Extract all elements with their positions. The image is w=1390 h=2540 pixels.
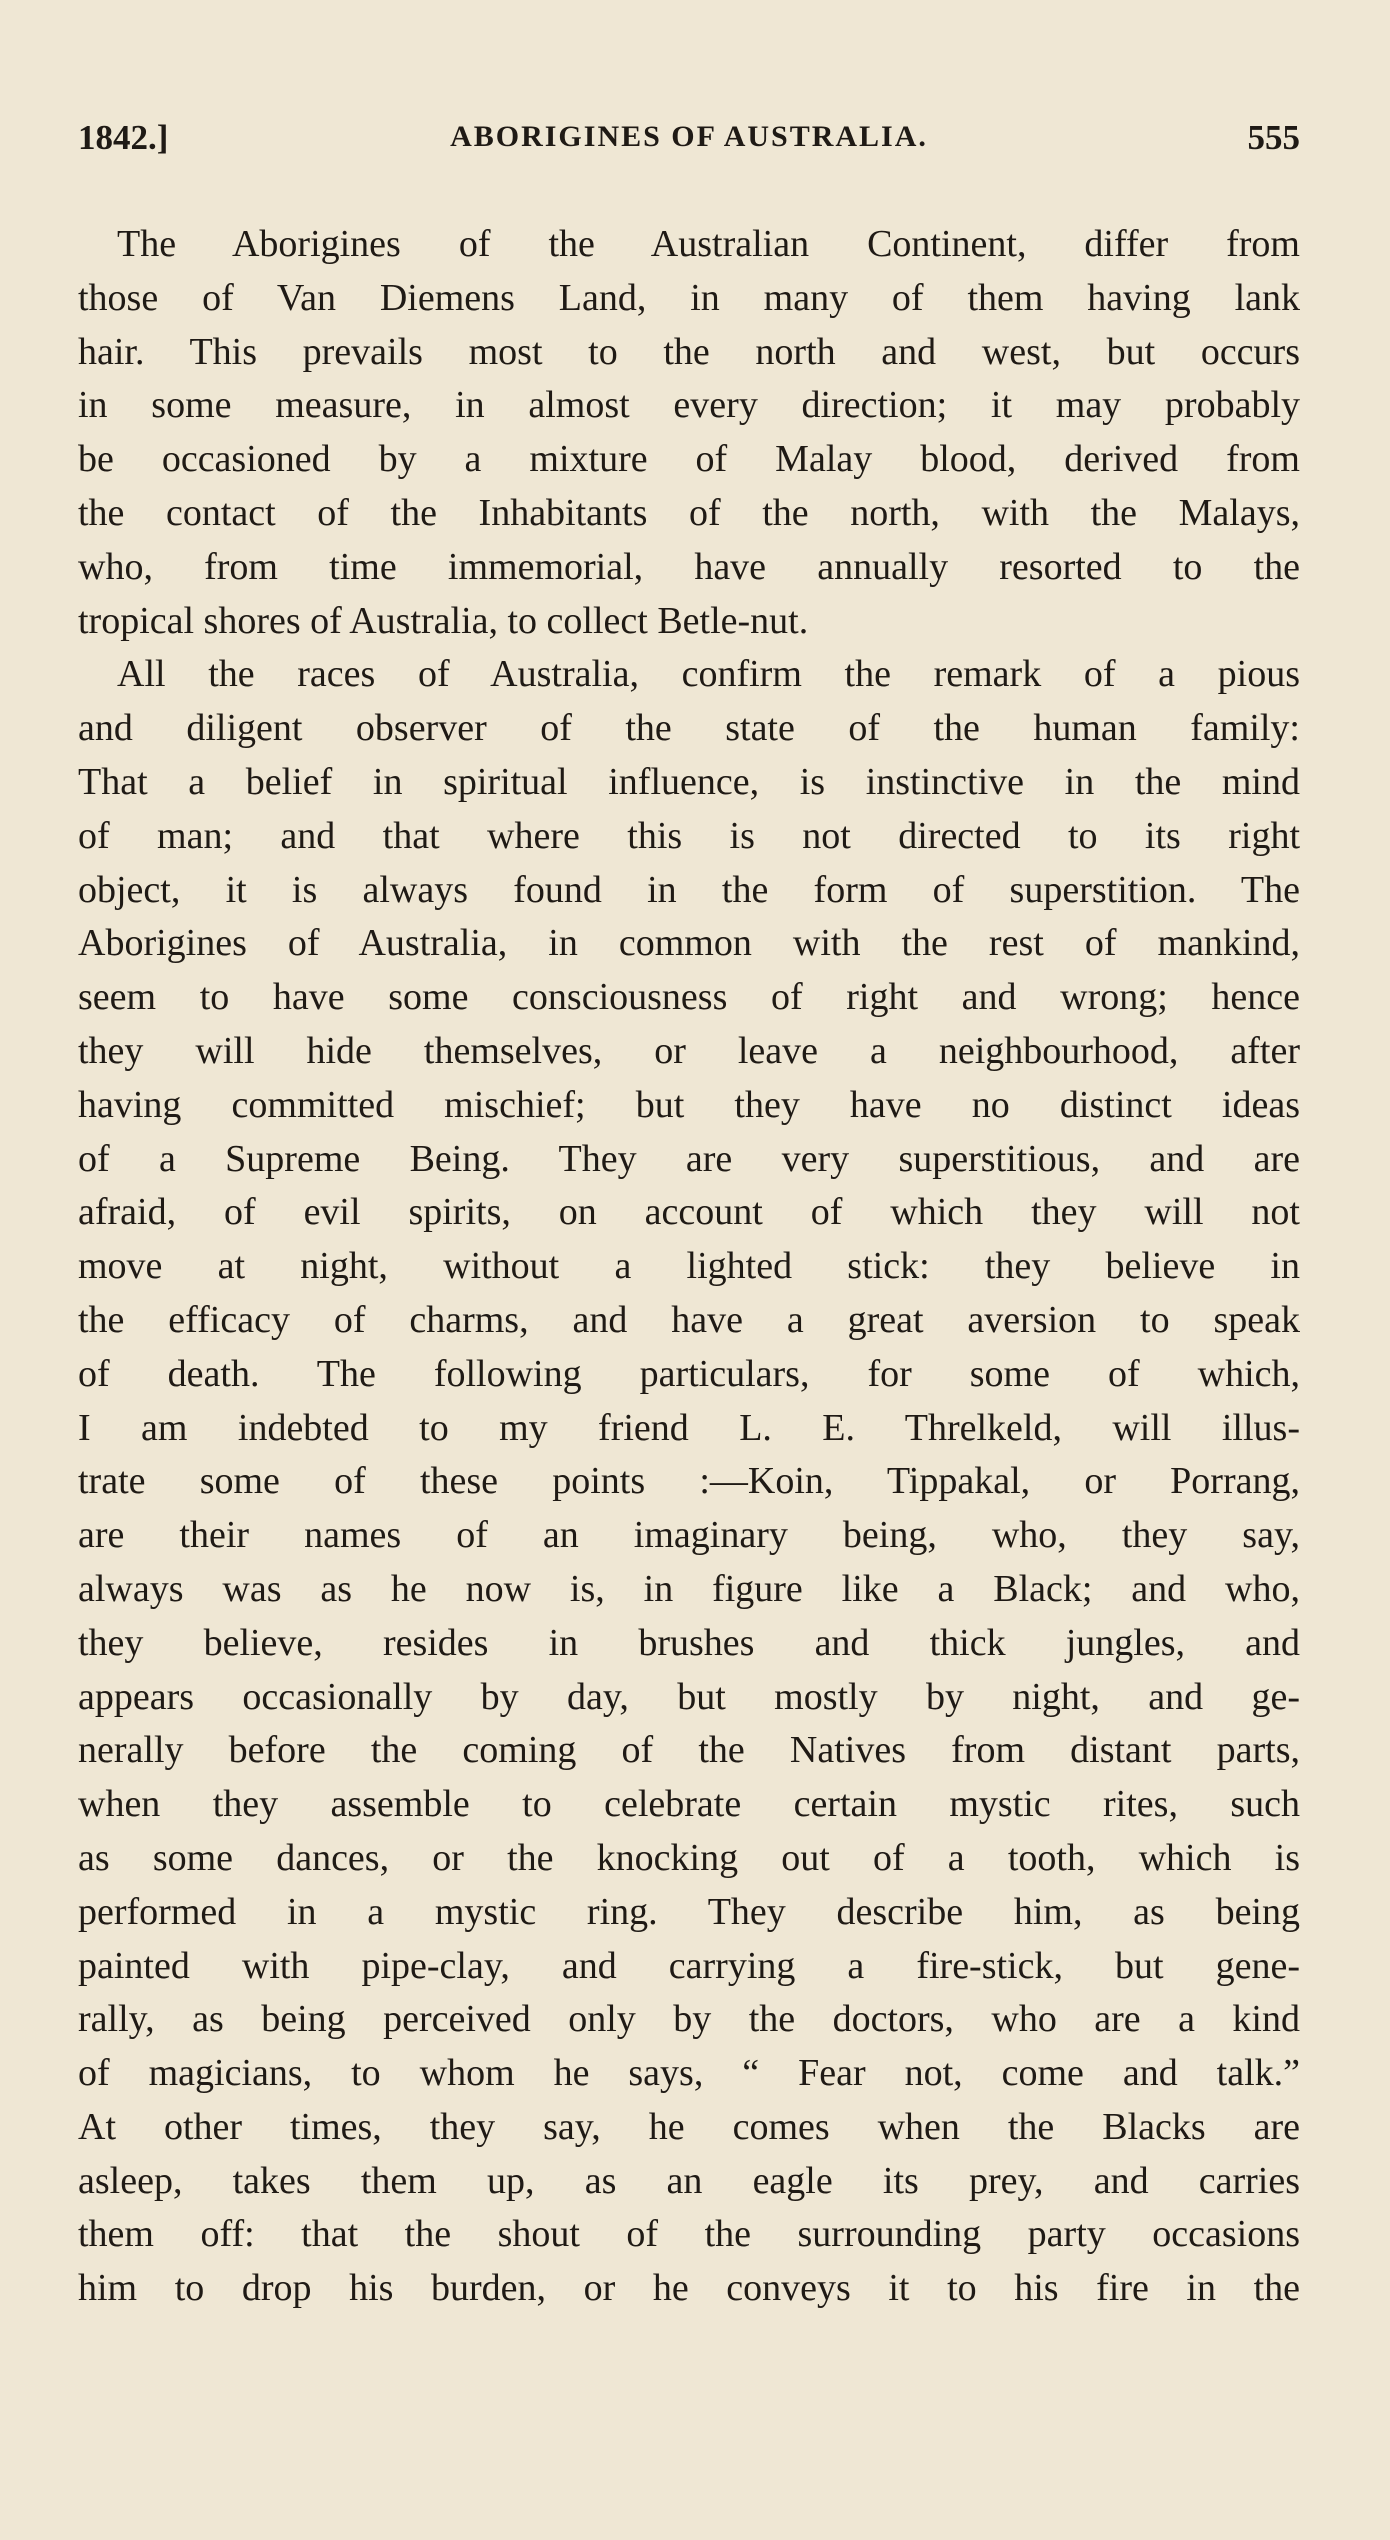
running-head bbox=[78, 118, 1300, 178]
text-line: are their names of an imaginary being, who, they say, bbox=[78, 1514, 1300, 1557]
text-line: That a belief in spiritual influence, is instinctive in the mind bbox=[78, 760, 1300, 803]
text-line: All the races of Australia, confirm the remark of a pious bbox=[117, 653, 1300, 696]
header-title: ABORIGINES OF AUSTRALIA. bbox=[450, 120, 928, 153]
text-line: in some measure, in almost every direction; it may probably bbox=[78, 384, 1300, 427]
text-line: performed in a mystic ring. They describe him, as being bbox=[78, 1890, 1300, 1933]
text-line: seem to have some consciousness of right and wrong; hence bbox=[78, 976, 1300, 1019]
text-line: having committed mischief; but they have no distinct ideas bbox=[78, 1083, 1300, 1126]
text-line: be occasioned by a mixture of Malay blood, derived from bbox=[78, 438, 1300, 481]
text-line: those of Van Diemens Land, in many of them having lank bbox=[78, 276, 1300, 319]
text-line: rally, as being perceived only by the doctors, who are a kind bbox=[78, 1998, 1300, 2041]
text-line: the contact of the Inhabitants of the north, with the Malays, bbox=[78, 491, 1300, 534]
text-line: always was as he now is, in figure like a Black; and who, bbox=[78, 1567, 1300, 1610]
text-line: as some dances, or the knocking out of a tooth, which is bbox=[78, 1836, 1300, 1879]
text-line: they believe, resides in brushes and thick jungles, and bbox=[78, 1621, 1300, 1664]
text-line: tropical shores of Australia, to collect Betle-nut. bbox=[78, 599, 809, 642]
page bbox=[78, 118, 1300, 2316]
text-line: them off: that the shout of the surrounding party occasions bbox=[78, 2213, 1300, 2256]
text-line: hair. This prevails most to the north and west, but occurs bbox=[78, 330, 1300, 373]
text-line: painted with pipe-clay, and carrying a fire-stick, but gene- bbox=[78, 1944, 1300, 1987]
text-line: they will hide themselves, or leave a neighbourhood, after bbox=[78, 1029, 1300, 1072]
header-year: 1842.] bbox=[78, 118, 169, 157]
page-number: 555 bbox=[1247, 118, 1300, 157]
text-line: The Aborigines of the Australian Continent, differ from bbox=[117, 223, 1300, 265]
text-line: asleep, takes them up, as an eagle its prey, and carries bbox=[78, 2159, 1300, 2202]
text-line: the efficacy of charms, and have a great aversion to speak bbox=[78, 1298, 1300, 1341]
text-line: who, from time immemorial, have annually resorted to the bbox=[78, 545, 1300, 588]
text-line: of magicians, to whom he says, “ Fear not, come and talk.” bbox=[78, 2052, 1300, 2095]
text-line: when they assemble to celebrate certain mystic rites, such bbox=[78, 1783, 1300, 1826]
text-line: him to drop his burden, or he conveys it to his fire in the bbox=[78, 2267, 1300, 2310]
text-line: move at night, without a lighted stick: they believe in bbox=[78, 1245, 1300, 1288]
text-line: trate some of these points :—Koin, Tippakal, or Porrang, bbox=[78, 1460, 1300, 1503]
text-line: of death. The following particulars, for some of which, bbox=[78, 1352, 1300, 1395]
text-line: object, it is always found in the form of superstition. The bbox=[78, 868, 1300, 911]
text-line: At other times, they say, he comes when the Blacks are bbox=[78, 2105, 1300, 2148]
text-line: afraid, of evil spirits, on account of which they will not bbox=[78, 1191, 1300, 1234]
text-line: and diligent observer of the state of the human family: bbox=[78, 707, 1300, 750]
text-line: appears occasionally by day, but mostly by night, and ge- bbox=[78, 1675, 1300, 1718]
text-line: of man; and that where this is not directed to its right bbox=[78, 814, 1300, 857]
text-line: I am indebted to my friend L. E. Threlkeld, will illus- bbox=[78, 1406, 1300, 1449]
body-text bbox=[78, 218, 1300, 2316]
text-line: nerally before the coming of the Natives from distant parts, bbox=[78, 1729, 1300, 1772]
text-line: Aborigines of Australia, in common with the rest of mankind, bbox=[78, 922, 1300, 965]
text-line: of a Supreme Being. They are very superstitious, and are bbox=[78, 1137, 1300, 1180]
